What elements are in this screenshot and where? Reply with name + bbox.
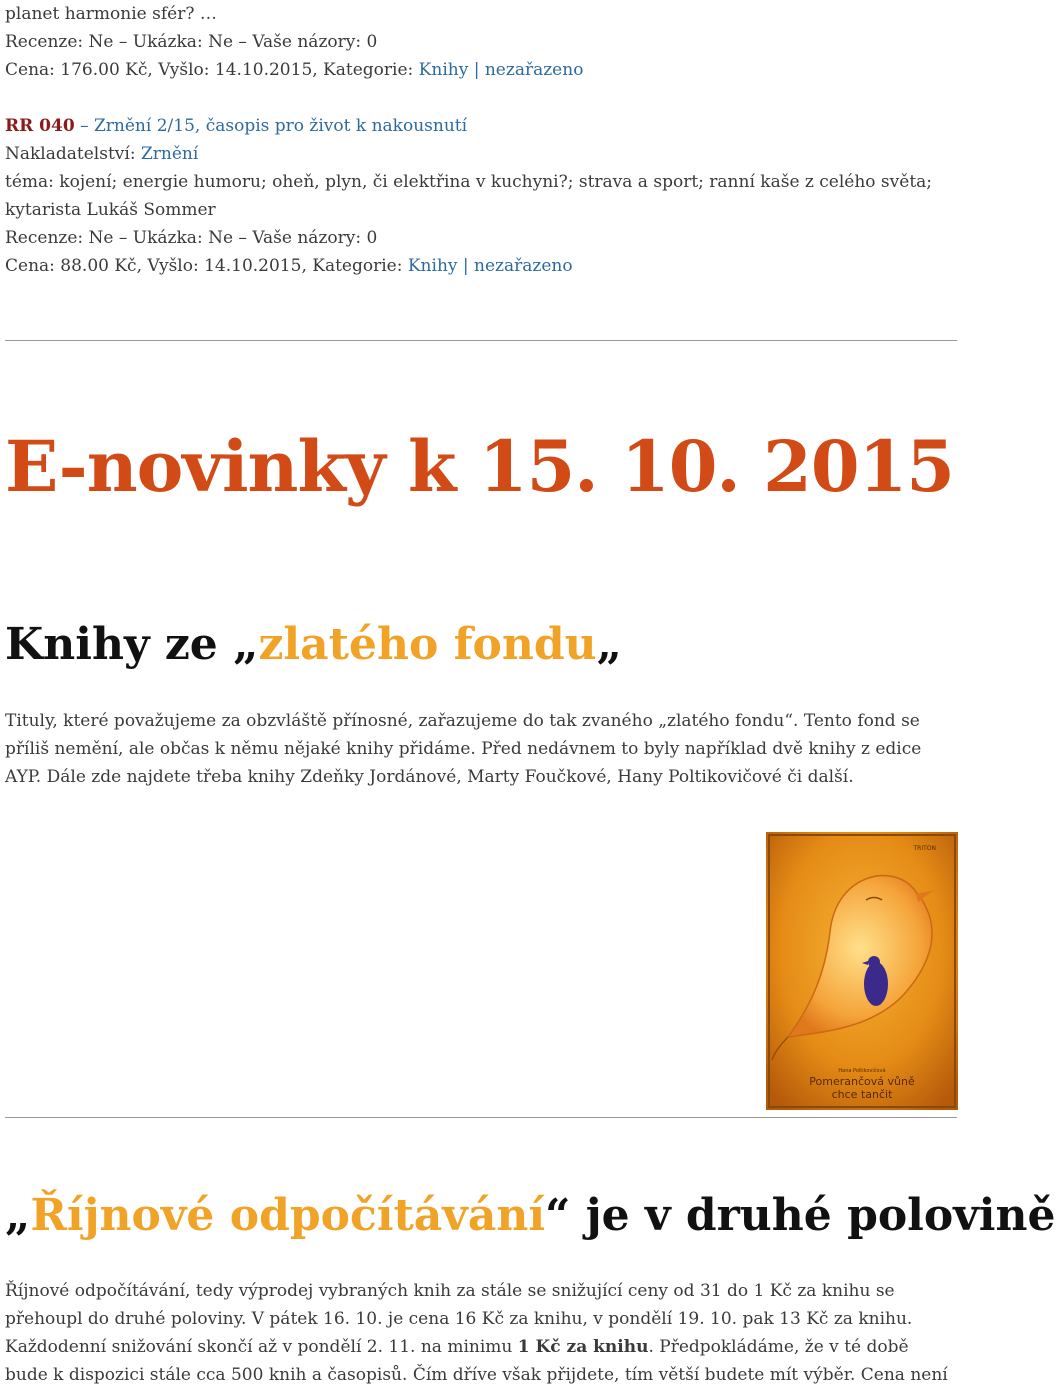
october-countdown-link[interactable]: Říjnové odpočítávání [30, 1190, 546, 1241]
blue-bird-body [864, 962, 888, 1006]
category-separator: | [457, 256, 475, 276]
entry-title-tail: planet harmonie sfér? … [5, 4, 217, 24]
paragraph-text-1: Říjnové odpočítávání, tedy výprodej vybraných knih za stále se snižující ceny od 31 do 1 Kč za knihu se přehoupl do druhé poloviny. V pátek 16. 10. je cena 16 Kč za knihu, v pondělí 19. 10. pak 13 Kč za knihu. Každodenní snižování skončí až v pondělí 2. 11. na minimu [5, 1281, 913, 1357]
entry-title-link[interactable]: – Zrnění 2/15, časopis pro život k nakousnutí [74, 116, 468, 136]
divider [5, 1117, 957, 1118]
publisher-link[interactable]: Zrnění [140, 144, 199, 164]
heading-prefix: Knihy ze „ [5, 619, 259, 670]
category-link-nezarazeno[interactable]: nezařazeno [484, 60, 584, 80]
golden-fund-heading [5, 617, 622, 673]
book-cover-image[interactable] [766, 832, 958, 1110]
october-countdown-heading [5, 1188, 1056, 1244]
october-countdown-paragraph [5, 1277, 955, 1389]
category-link-nezarazeno[interactable]: nezařazeno [474, 256, 573, 276]
page-title: E-novinky k 15. 10. 2015 [5, 425, 954, 508]
cover-title-line-1: Pomerančová vůně [809, 1075, 915, 1088]
entry-title [5, 112, 955, 140]
catalog-entries [5, 0, 955, 280]
golden-fund-link[interactable]: zlatého fondu [258, 619, 597, 670]
cover-title-line-2: chce tančit [831, 1088, 893, 1101]
entry-price-line [5, 56, 955, 84]
blue-bird-head [868, 956, 880, 968]
entry-code: RR 040 [5, 116, 75, 136]
entry-review-line: Recenze: Ne – Ukázka: Ne – Vaše názory: 0 [5, 228, 378, 248]
heading-suffix: „ [596, 619, 622, 670]
entry-topics-1: téma: kojení; energie humoru; oheň, plyn, či elektřina v kuchyni?; strava a sport; ranní kaše z celého světa; [5, 172, 933, 192]
entry-review-line: Recenze: Ne – Ukázka: Ne – Vaše názory: 0 [5, 32, 378, 52]
paragraph-text-2: . Předpokládáme, že v té době bude k dispozici stále cca 500 knih a časopisů. Čím dříve však přijdete, tím větší budete mít výběr. Cena není [5, 1337, 948, 1385]
price-text: Cena: 88.00 Kč, Vyšlo: 14.10.2015, Kategorie: [5, 256, 408, 276]
entry-topics-2: kytarista Lukáš Sommer [5, 200, 216, 220]
cover-publisher-mark: TRITON [913, 845, 936, 852]
cover-author: Hana Poltikovičová [838, 1068, 886, 1074]
golden-fund-paragraph: Tituly, které považujeme za obzvláště přínosné, zařazujeme do tak zvaného „zlatého fondu“. Tento fond se příliš nemění, ale občas k němu nějaké knihy přidáme. Před nedávnem to byly například dvě knihy z edice AYP. Dále zde najdete třeba knihy Zdeňky Jordánové, Marty Foučkové, Hany Poltikovičové či další. [5, 711, 922, 787]
publisher-label: Nakladatelství: [5, 144, 141, 164]
category-link-knihy[interactable]: Knihy [418, 60, 469, 80]
category-link-knihy[interactable]: Knihy [407, 256, 458, 276]
heading-rest: “ je v druhé polovině [545, 1190, 1056, 1241]
paragraph-bold-price: 1 Kč za knihu [517, 1337, 649, 1357]
divider [5, 340, 957, 341]
price-text: Cena: 176.00 Kč, Vyšlo: 14.10.2015, Kategorie: [5, 60, 419, 80]
heading-open-quote: „ [5, 1190, 31, 1241]
entry-publisher [5, 140, 955, 168]
entry-price-line [5, 252, 955, 280]
category-separator: | [468, 60, 485, 80]
